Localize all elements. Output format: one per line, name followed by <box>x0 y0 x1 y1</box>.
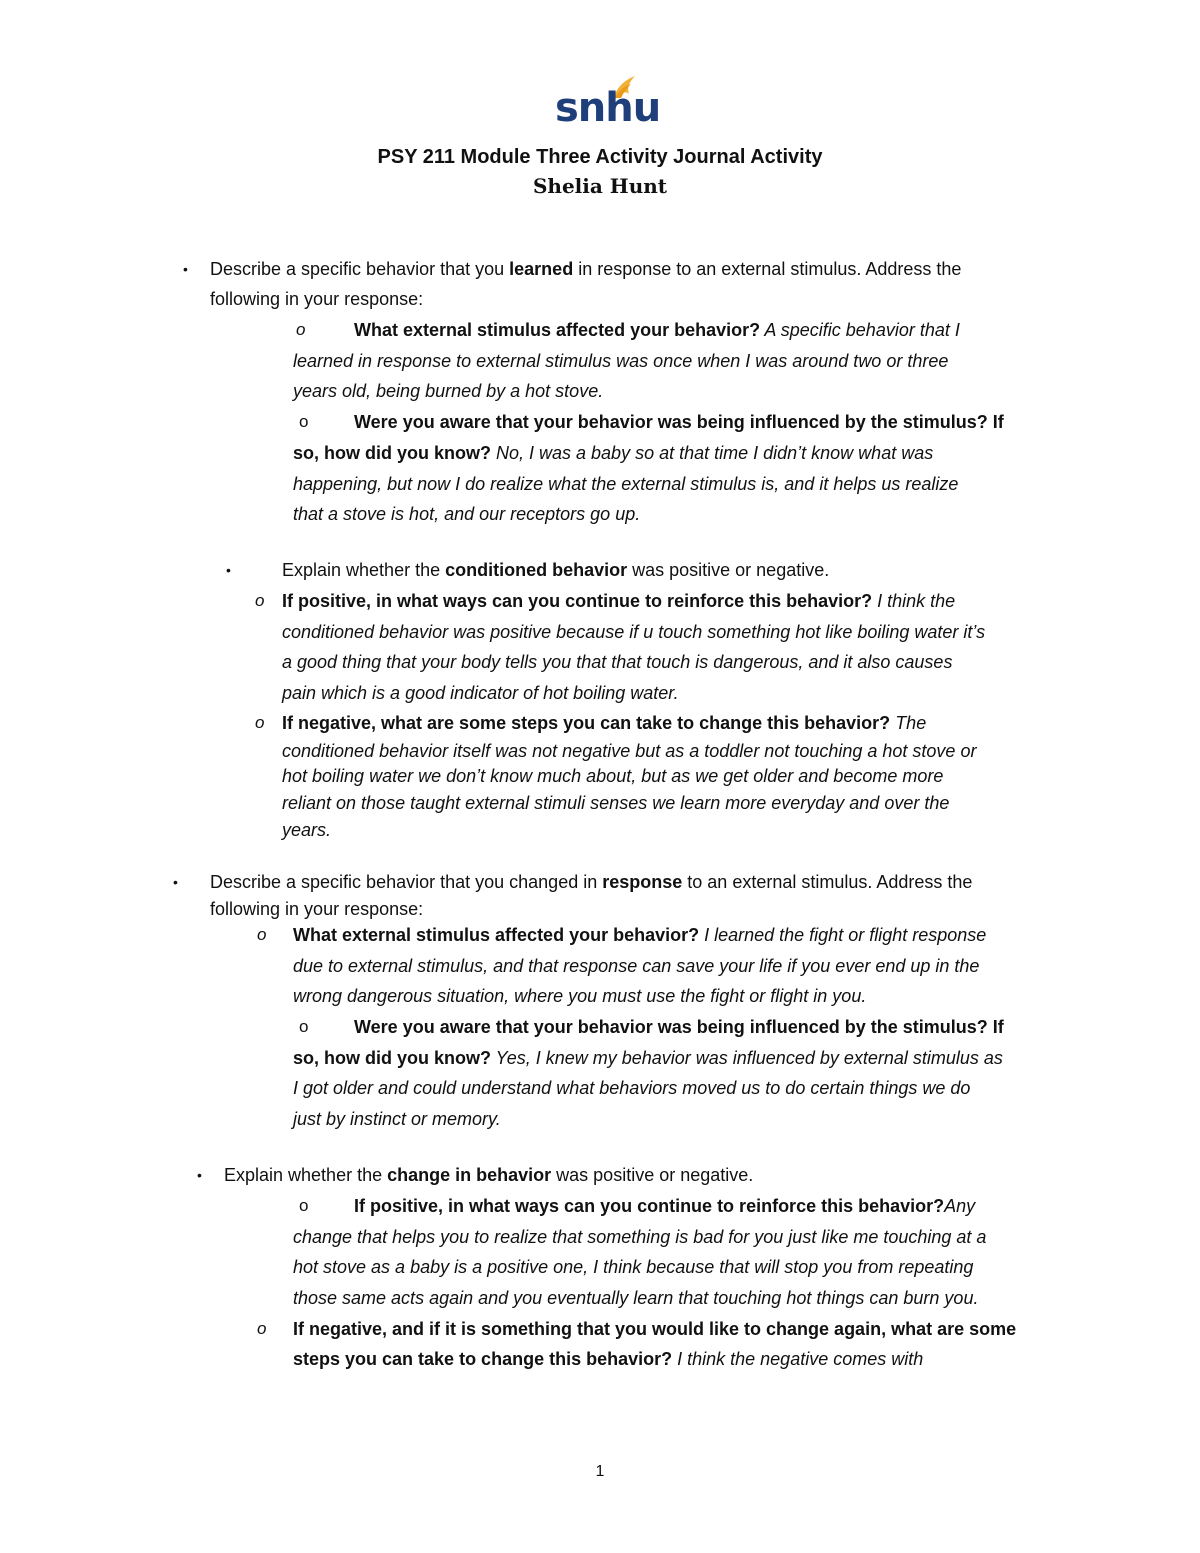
section1-q2-line1: Were you aware that your behavior was being influenced by the stimulus? If <box>354 412 1004 432</box>
section1-q1-line3: years old, being burned by a hot stove. <box>293 381 604 401</box>
section3-intro-line1: Describe a specific behavior that you changed in response to an external stimulus. Address the <box>210 872 973 892</box>
bullet: • <box>197 1167 202 1183</box>
section4-q2-line1: If negative, and if it is something that you would like to change again, what are some <box>293 1319 1017 1339</box>
section1-intro-line1: Describe a specific behavior that you learned in response to an external stimulus. Address the <box>210 259 962 279</box>
section3-q1-line1: What external stimulus affected your behavior? I learned the fight or flight response <box>293 925 987 945</box>
section2-q1-line2: conditioned behavior was positive because if u touch something hot like boiling water it’s <box>282 622 986 642</box>
section2-q2-line3: hot boiling water we don’t know much about, but as we get older and become more <box>282 766 944 786</box>
page-title: PSY 211 Module Three Activity Journal Activity <box>377 146 823 168</box>
bullet: • <box>183 261 188 277</box>
sub-bullet: o <box>257 925 267 944</box>
section1-q1-line1: What external stimulus affected your behavior? A specific behavior that I <box>354 320 960 340</box>
section2-q1-line1: If positive, in what ways can you continue to reinforce this behavior? I think the <box>282 591 956 611</box>
sub-bullet: o <box>299 412 309 431</box>
page-number: 1 <box>595 1463 605 1480</box>
bullet: • <box>173 874 178 890</box>
section4-q1-line4: those same acts again and you eventually learn that touching hot things can burn you. <box>293 1288 979 1308</box>
section2-q1-line4: pain which is a good indicator of hot boiling water. <box>282 683 679 703</box>
section3-intro-line2: following in your response: <box>210 899 424 919</box>
sub-bullet: o <box>299 1196 309 1215</box>
section1-q1-line2: learned in response to external stimulus was once when I was around two or three <box>293 351 949 371</box>
section1-q2-line4: that a stove is hot, and our receptors go up. <box>293 504 641 524</box>
sub-bullet: o <box>255 591 265 610</box>
snhu-logo <box>555 72 661 134</box>
section1-q2-line3: happening, but now I do realize what the external stimulus is, and it helps us realize <box>293 474 959 494</box>
logo-text: snhu <box>555 85 661 131</box>
section2-intro: Explain whether the conditioned behavior was positive or negative. <box>282 560 830 580</box>
section4-q1-line3: hot stove as a baby is a positive one, I think because that will stop you from repeating <box>293 1257 974 1277</box>
section3-q1-line3: wrong dangerous situation, where you must use the fight or flight in you. <box>293 986 867 1006</box>
section3-q1-line2: due to external stimulus, and that response can save your life if you ever end up in the <box>293 956 980 976</box>
section1-q2-line2: so, how did you know? No, I was a baby so at that time I didn’t know what was <box>293 443 934 463</box>
sub-bullet: o <box>255 713 265 732</box>
sub-bullet: o <box>296 320 306 339</box>
sub-bullet: o <box>299 1017 309 1036</box>
section2-q2-line2: conditioned behavior itself was not negative but as a toddler not touching a hot stove or <box>282 741 977 761</box>
section1-intro-line2: following in your response: <box>210 289 424 309</box>
section4-q1-line2: change that helps you to realize that something is bad for you just like me touching at a <box>293 1227 987 1247</box>
section3-q2-line3: I got older and could understand what behaviors moved us to do certain things we do <box>293 1078 971 1098</box>
section2-q2-line1: If negative, what are some steps you can take to change this behavior? The <box>282 713 927 733</box>
section2-q1-line3: a good thing that your body tells you that that touch is dangerous, and it also causes <box>282 652 953 672</box>
sub-bullet: o <box>257 1319 267 1338</box>
section3-q2-line1: Were you aware that your behavior was being influenced by the stimulus? If <box>354 1017 1004 1037</box>
section3-q2-line4: just by instinct or memory. <box>293 1109 501 1129</box>
section4-q1-line1: If positive, in what ways can you continue to reinforce this behavior?Any <box>354 1196 976 1216</box>
section2-q2-line4: reliant on those taught external stimuli senses we learn more everyday and over the <box>282 793 950 813</box>
author-name: Shelia Hunt <box>532 174 668 198</box>
section4-q2-line2: steps you can take to change this behavior? I think the negative comes with <box>293 1349 924 1369</box>
section2-q2-line5: years. <box>282 820 332 840</box>
section4-intro: Explain whether the change in behavior was positive or negative. <box>224 1165 754 1185</box>
section3-q2-line2: so, how did you know? Yes, I knew my behavior was influenced by external stimulus as <box>293 1048 1003 1068</box>
bullet: • <box>226 562 231 578</box>
